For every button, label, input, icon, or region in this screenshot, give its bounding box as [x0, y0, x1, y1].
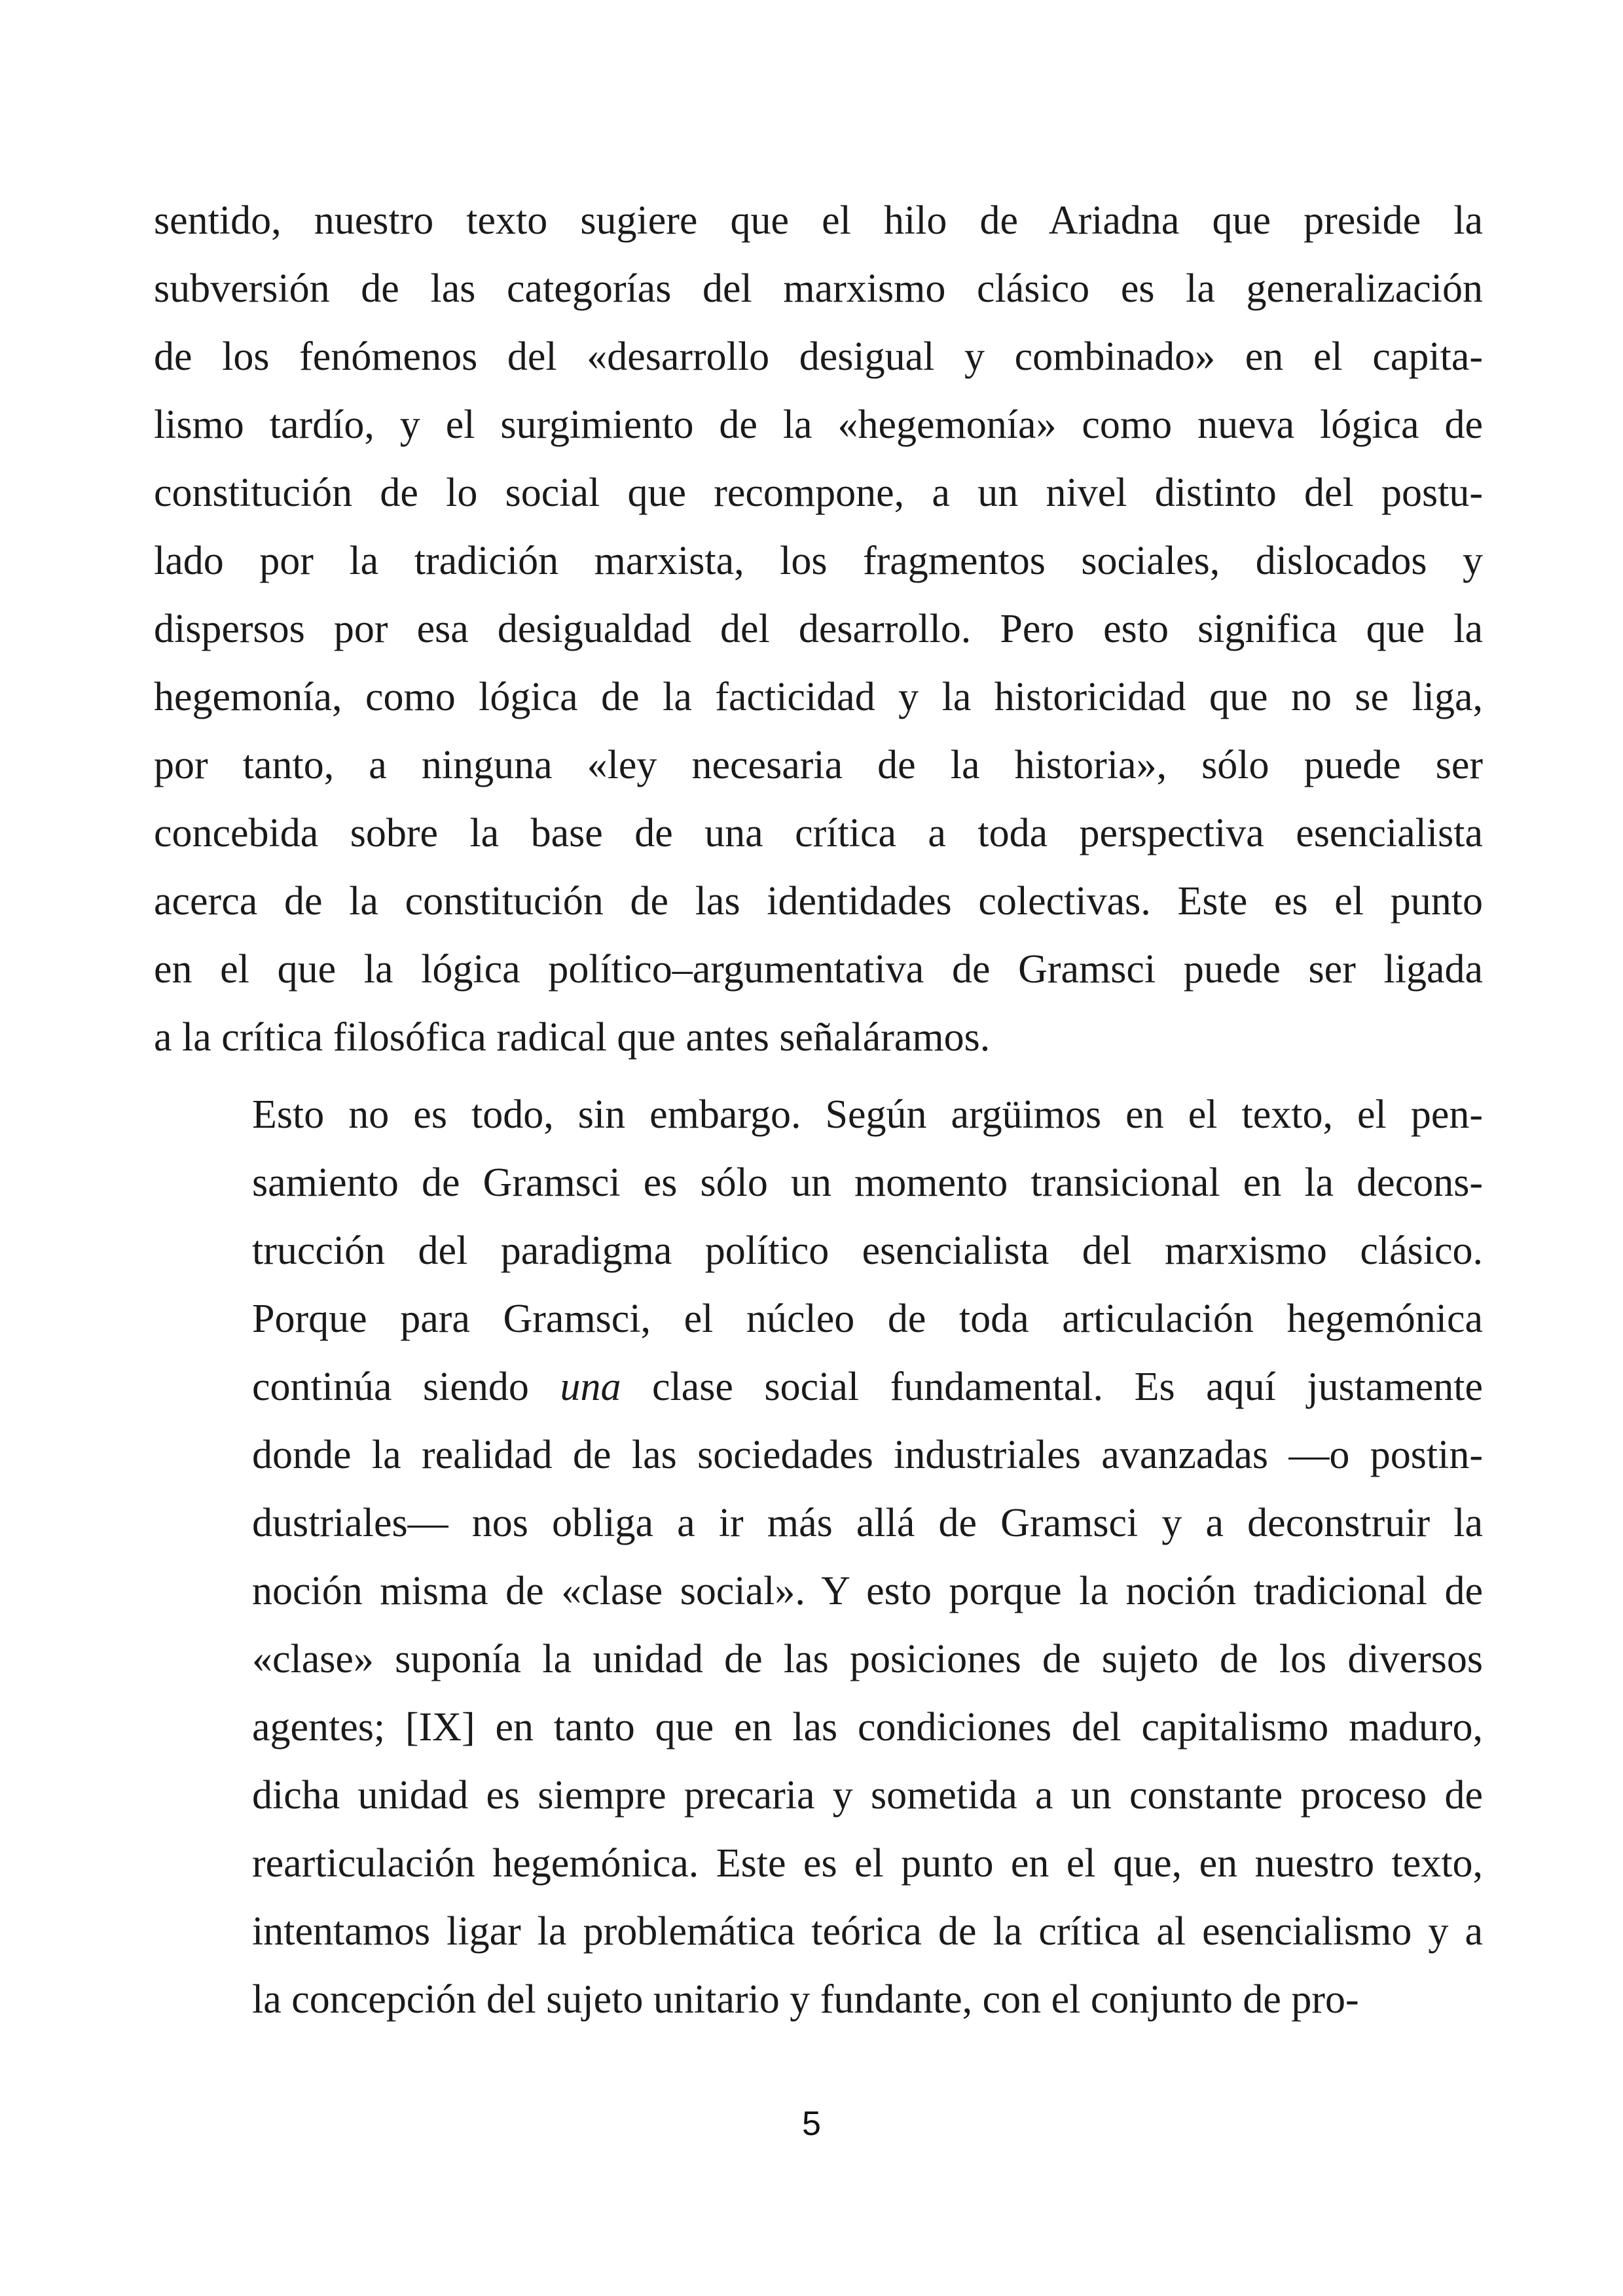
text-line: donde la realidad de las sociedades industriales avanzadas —o postin- — [252, 1433, 1483, 1477]
paragraph — [154, 187, 1483, 1071]
emphasis: una — [560, 1365, 621, 1409]
text-line: subversión de las categorías del marxismo clásico es la generalización — [154, 266, 1483, 311]
text-line: de los fenómenos del «desarrollo desigual y combinado» en el capita- — [154, 334, 1483, 379]
text-line: acerca de la constitución de las identidades colectivas. Este es el punto — [154, 879, 1483, 924]
text-column — [154, 187, 1483, 2034]
text-line: lado por la tradición marxista, los fragmentos sociales, dislocados y — [154, 539, 1483, 583]
text-line: samiento de Gramsci es sólo un momento transicional en la decons- — [252, 1160, 1483, 1205]
page-number: 5 — [802, 2105, 821, 2143]
text-run: continúa siendo — [252, 1365, 560, 1409]
text-line — [154, 1353, 1483, 1421]
paragraph — [154, 1081, 1483, 2034]
text-line: noción misma de «clase social». Y esto porque la noción tradicional de — [252, 1569, 1483, 1613]
text-line: dustriales— nos obliga a ir más allá de Gramsci y a deconstruir la — [252, 1501, 1483, 1545]
text-line: en el que la lógica político–argumentativa de Gramsci puede ser ligada — [154, 947, 1483, 992]
page-body — [154, 187, 1483, 2034]
text-line: dicha unidad es siempre precaria y sometida a un constante proceso de — [252, 1773, 1483, 1818]
text-line: agentes; [IX] en tanto que en las condiciones del capitalismo maduro, — [252, 1705, 1483, 1749]
text-line: constitución de lo social que recompone, a un nivel distinto del postu- — [154, 471, 1483, 515]
text-line: dispersos por esa desigualdad del desarrollo. Pero esto significa que la — [154, 607, 1483, 651]
text-line: trucción del paradigma político esencialista del marxismo clásico. — [252, 1229, 1483, 1273]
text-line: concebida sobre la base de una crítica a toda perspectiva esencialista — [154, 811, 1483, 855]
text-line: rearticulación hegemónica. Este es el punto en el que, en nuestro texto, — [252, 1841, 1483, 1886]
text-line: «clase» suponía la unidad de las posiciones de sujeto de los diversos — [252, 1637, 1483, 1681]
text-line: por tanto, a ninguna «ley necesaria de la historia», sólo puede ser — [154, 743, 1483, 787]
text-line: hegemonía, como lógica de la facticidad y la historicidad que no se liga, — [154, 675, 1483, 719]
text-run: clase social fundamental. Es aquí justamente — [621, 1365, 1483, 1409]
text-line: Porque para Gramsci, el núcleo de toda articulación hegemónica — [252, 1297, 1483, 1341]
text-line: la concepción del sujeto unitario y fundante, con el conjunto de pro- — [252, 1977, 1359, 2022]
text-line: a la crítica filosófica radical que antes señaláramos. — [154, 1015, 991, 1060]
text-line: sentido, nuestro texto sugiere que el hilo de Ariadna que preside la — [154, 198, 1483, 243]
text-line: Esto no es todo, sin embargo. Según argüimos en el texto, el pen- — [252, 1092, 1483, 1137]
text-line: lismo tardío, y el surgimiento de la «hegemonía» como nueva lógica de — [154, 403, 1483, 447]
text-line: intentamos ligar la problemática teórica de la crítica al esencialismo y a — [252, 1909, 1483, 1954]
